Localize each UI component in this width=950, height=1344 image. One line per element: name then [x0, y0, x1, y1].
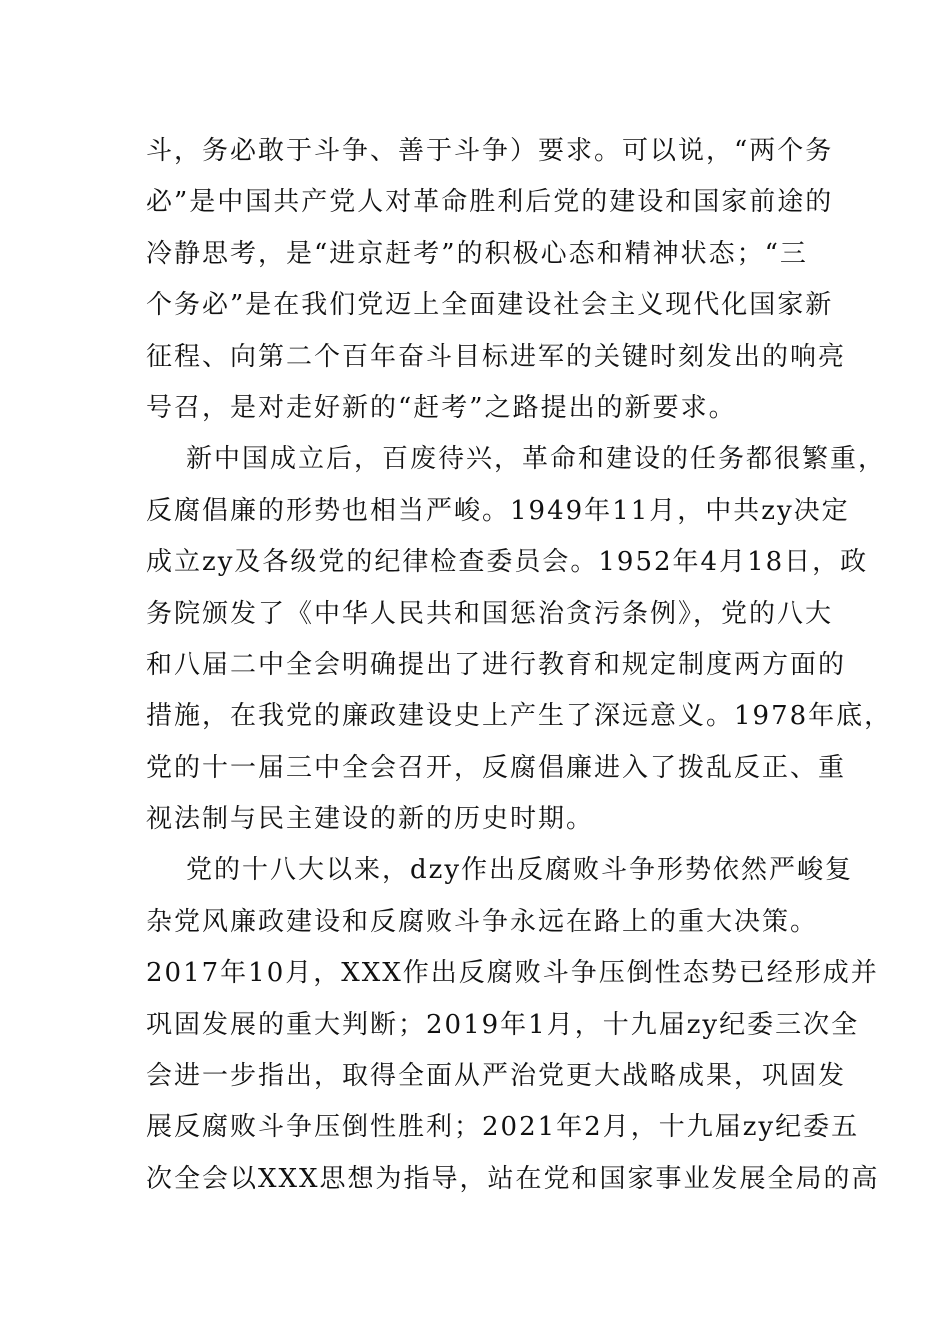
text-line: 次全会以XXX思想为指导，站在党和国家事业发展全局的高	[146, 1163, 880, 1194]
text-line: 视法制与民主建设的新的历史时期。	[146, 804, 595, 835]
text-line: 反腐倡廉的形势也相当严峻。1949年11月，中共zy决定	[146, 495, 850, 526]
text-line: 必”是中国共产党人对革命胜利后党的建设和国家前途的	[146, 187, 834, 218]
text-line: 号召，是对走好新的“赶考”之路提出的新要求。	[146, 392, 737, 423]
text-line: 展反腐败斗争压倒性胜利；2021年2月，十九届zy纪委五	[146, 1112, 860, 1143]
text-line: 杂党风廉政建设和反腐败斗争永远在路上的重大决策。	[146, 906, 819, 937]
text-line: 个务必”是在我们党迈上全面建设社会主义现代化国家新	[146, 290, 834, 321]
paragraph-start-line: 新中国成立后，百废待兴，革命和建设的任务都很繁重，	[186, 444, 887, 475]
text-line: 成立zy及各级党的纪律检查委员会。1952年4月18日，政	[146, 547, 869, 578]
text-line: 冷静思考，是“进京赶考”的积极心态和精神状态；“三	[146, 238, 808, 269]
text-line: 务院颁发了《中华人民共和国惩治贪污条例》，党的八大	[146, 598, 834, 629]
text-line: 斗，务必敢于斗争、善于斗争）要求。可以说，“两个务	[146, 136, 834, 166]
text-line: 会进一步指出，取得全面从严治党更大战略成果，巩固发	[146, 1061, 847, 1092]
text-line: 党的十一届三中全会召开，反腐倡廉进入了拨乱反正、重	[146, 752, 847, 783]
text-line: 和八届二中全会明确提出了进行教育和规定制度两方面的	[146, 649, 847, 680]
text-line: 2017年10月，XXX作出反腐败斗争压倒性态势已经形成并	[146, 958, 879, 989]
paragraph-start-line: 党的十八大以来，dzy作出反腐败斗争形势依然严峻复	[186, 855, 854, 886]
text-line: 巩固发展的重大判断；2019年1月，十九届zy纪委三次全	[146, 1009, 860, 1040]
body-text	[146, 126, 893, 1205]
text-line: 措施，在我党的廉政建设史上产生了深远意义。1978年底，	[146, 701, 893, 732]
text-line: 征程、向第二个百年奋斗目标进军的关键时刻发出的响亮	[146, 341, 847, 372]
